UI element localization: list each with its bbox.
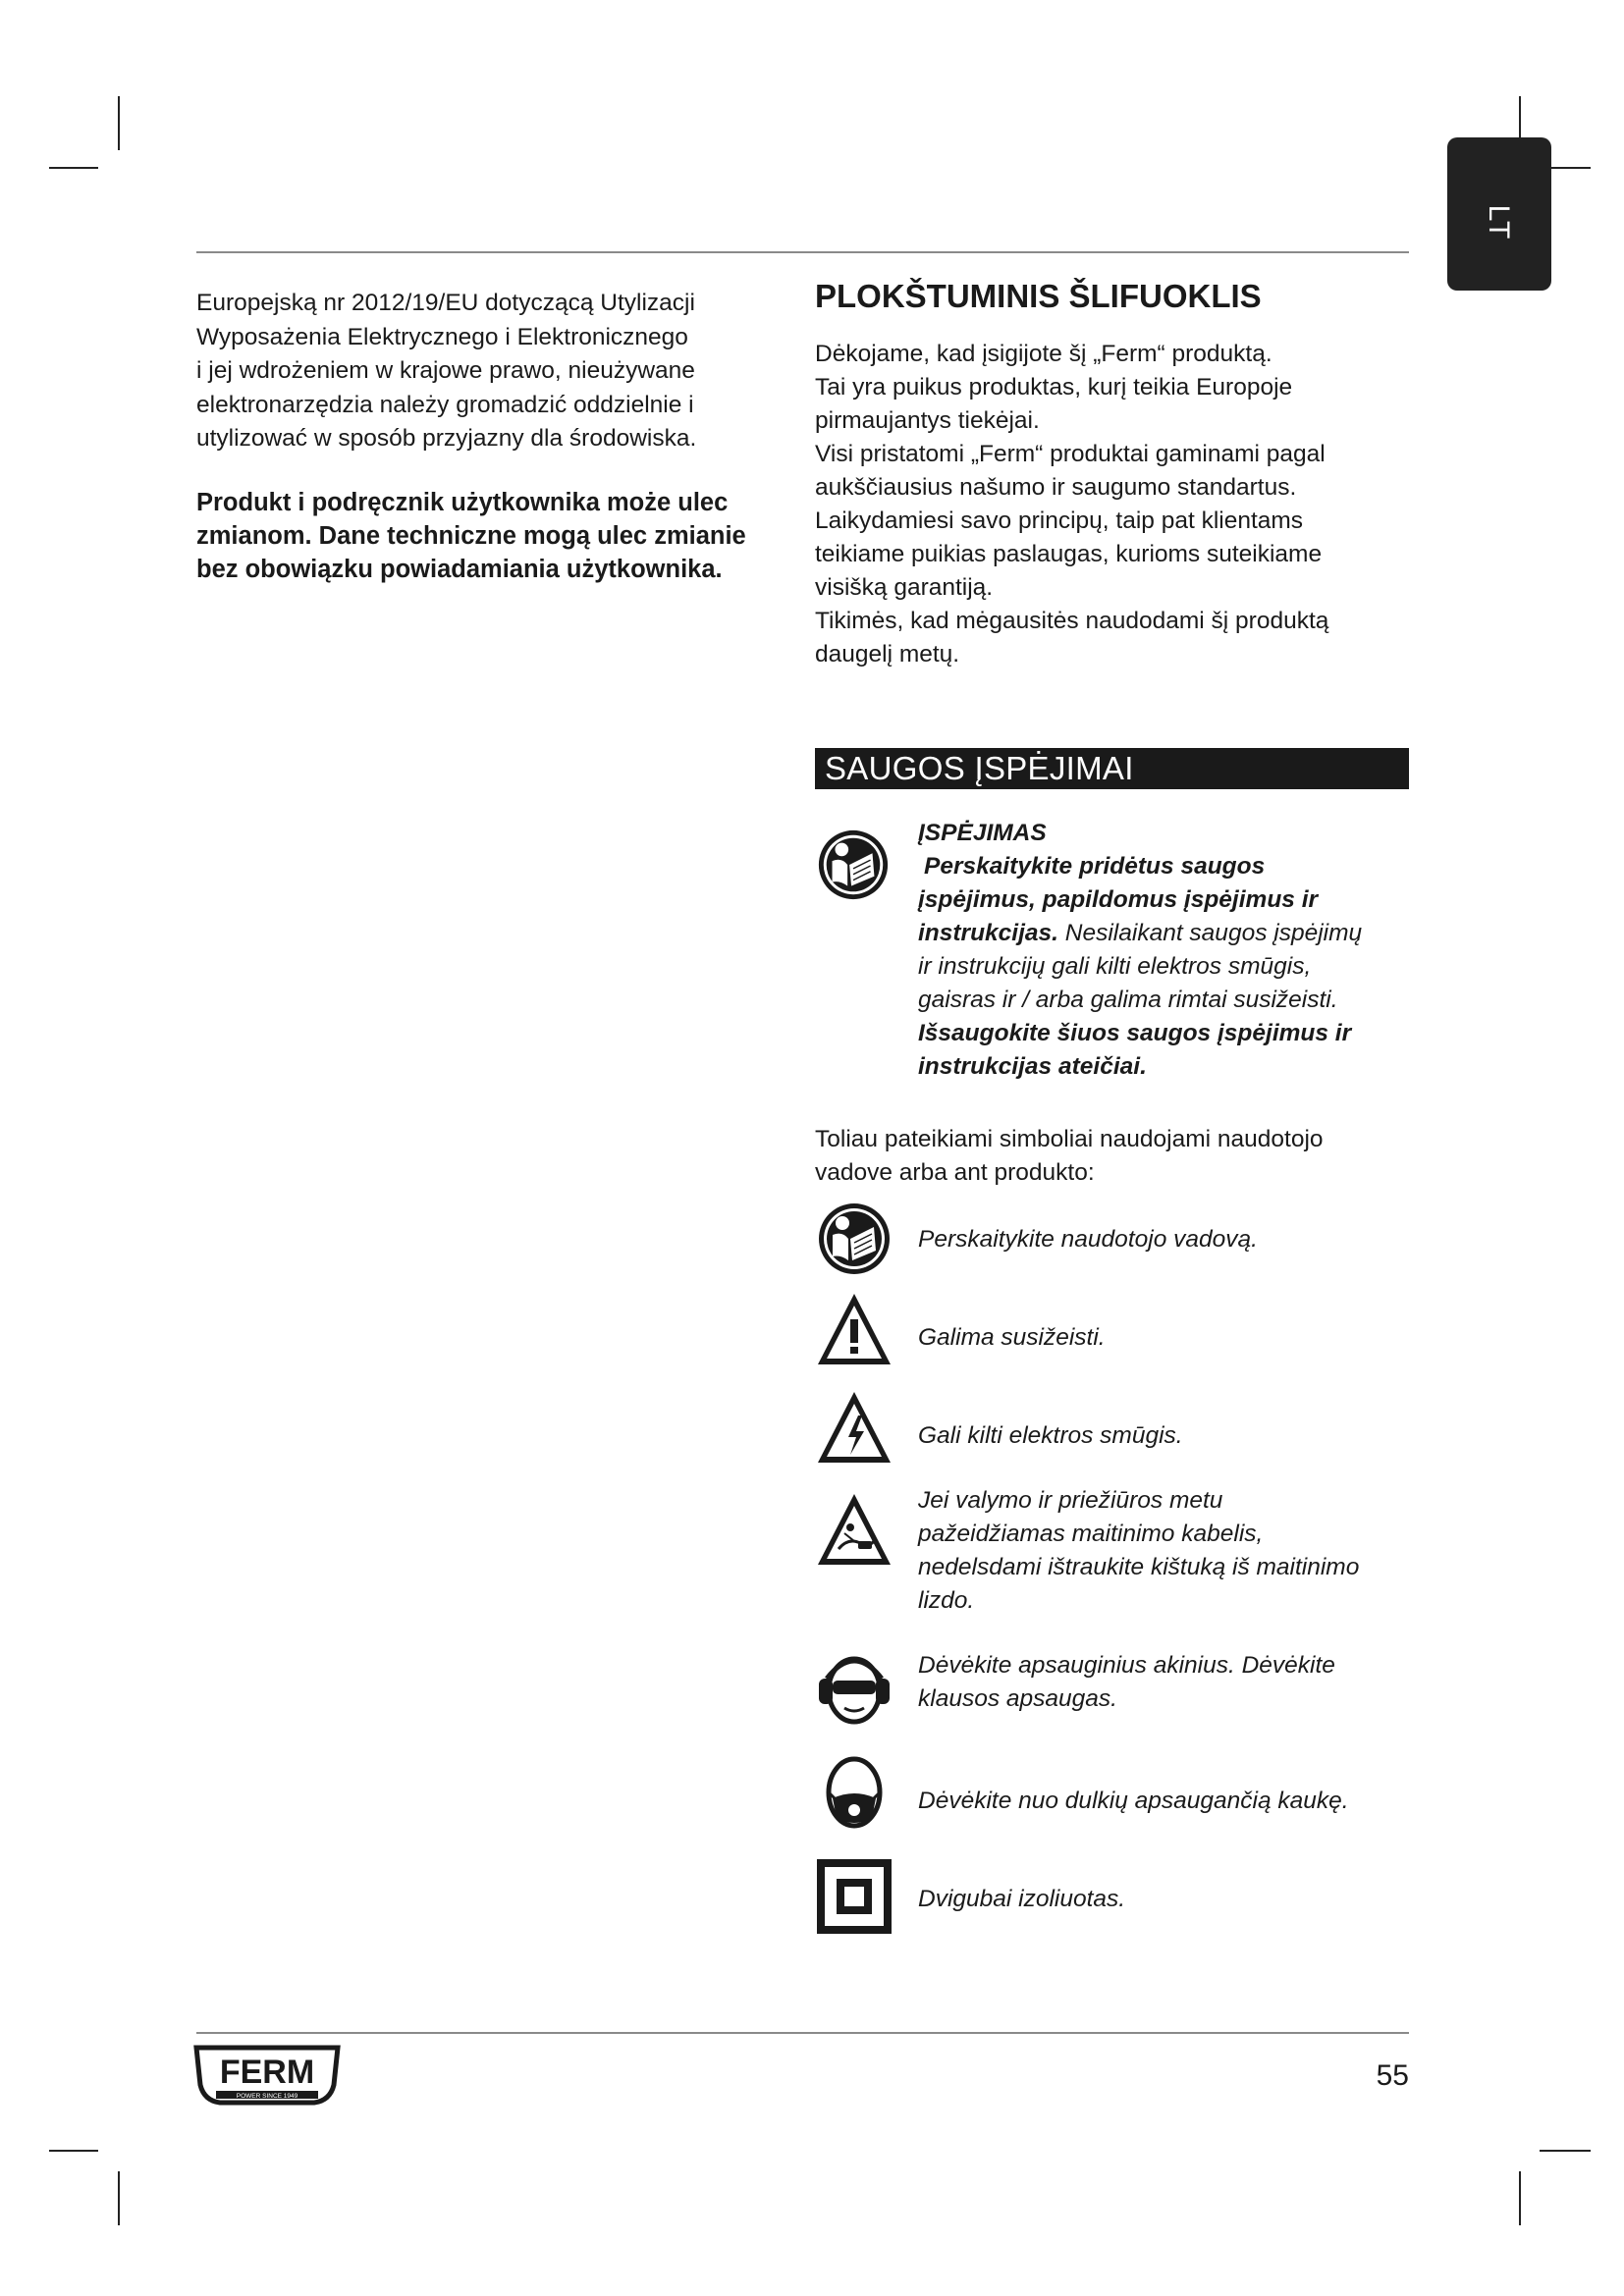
text-line: teikiame puikias paslaugas, kurioms suteikiame — [815, 541, 1323, 567]
crop-mark — [1540, 2150, 1591, 2152]
text-line: Nesilaikant saugos įspėjimų — [1064, 920, 1363, 946]
text-line: Produkt i podręcznik użytkownika może ulec — [196, 488, 729, 516]
text-line: Europejską nr 2012/19/EU dotyczącą Utylizacji — [196, 290, 695, 316]
symbol-text — [918, 1649, 1414, 1716]
text-line: pirmaujantys tiekėjai. — [815, 407, 1040, 434]
double-insulated-icon — [815, 1857, 893, 1936]
text-line: bez obowiązku powiadamiania użytkownika. — [196, 555, 723, 583]
text-line: Tikimės, kad mėgausitės naudodami šį produktą — [815, 608, 1329, 634]
text-line: Dėkojame, kad įsigijote šį „Ferm“ produktą. — [815, 341, 1272, 367]
text-line: i jej wdrożeniem w krajowe prawo, nieużywane — [196, 357, 695, 384]
text-line: Laikydamiesi savo principų, taip pat klientams — [815, 507, 1304, 534]
text-line: Toliau pateikiami simboliai naudojami naudotojo — [815, 1126, 1324, 1152]
text-line: utylizować w sposób przyjazny dla środowiska. — [196, 425, 697, 452]
symbol-text: Galima susižeisti. — [918, 1324, 1106, 1351]
text-line: gaisras ir / arba galima rimtai susižeisti. — [918, 987, 1338, 1013]
text-line: elektronarzędzia należy gromadzić oddzielnie i — [196, 391, 694, 418]
section-heading: SAUGOS ĮSPĖJIMAI — [815, 748, 1409, 789]
text-line: Dėvėkite apsauginius akinius. Dėvėkite — [918, 1652, 1335, 1679]
page-number: 55 — [1376, 2059, 1409, 2092]
text-line: įspėjimus, papildomus įspėjimus ir — [918, 886, 1319, 913]
text-line: nedelsdami ištraukite kištuką iš maitinimo — [918, 1554, 1360, 1580]
crop-mark — [118, 2171, 120, 2225]
text-line: Tai yra puikus produktas, kurį teikia Europoje — [815, 374, 1293, 400]
notice-paragraph — [196, 486, 761, 586]
symbol-text: Gali kilti elektros smūgis. — [918, 1422, 1183, 1449]
read-manual-icon — [815, 1200, 893, 1278]
symbol-text: Dėvėkite nuo dulkių apsaugančią kaukę. — [918, 1788, 1349, 1814]
text-line: instrukcijas ateičiai. — [918, 1053, 1147, 1080]
ferm-logo — [192, 2042, 342, 2109]
text-line: pažeidžiamas maitinimo kabelis, — [918, 1521, 1264, 1547]
warning-text — [918, 817, 1414, 1084]
text-line: Visi pristatomi „Ferm“ produktai gaminami pagal — [815, 441, 1326, 467]
top-rule — [196, 251, 1409, 253]
text-line: Jei valymo ir priežiūros metu — [918, 1487, 1223, 1514]
text-line: Perskaitykite pridėtus saugos — [924, 853, 1266, 880]
damaged-cable-icon — [815, 1490, 893, 1569]
crop-mark — [1519, 2171, 1521, 2225]
symbol-text: Dvigubai izoliuotas. — [918, 1886, 1126, 1912]
warning-heading: ĮSPĖJIMAS — [918, 820, 1047, 846]
text-line: vadove arba ant produkto: — [815, 1159, 1095, 1186]
language-tab-label: LT — [1483, 204, 1515, 241]
bottom-rule — [196, 2032, 1409, 2034]
symbol-text: Perskaitykite naudotojo vadovą. — [918, 1226, 1258, 1253]
logo-tagline: POWER SINCE 1949 — [236, 2093, 298, 2100]
symbols-intro — [815, 1123, 1404, 1190]
crop-mark — [118, 96, 120, 150]
text-line: ir instrukcijų gali kilti elektros smūgis, — [918, 953, 1312, 980]
symbol-text — [918, 1484, 1414, 1618]
goggles-earmuffs-icon — [815, 1649, 893, 1728]
text-line: Wyposażenia Elektrycznego i Elektronicznego — [196, 323, 688, 350]
text-line: lizdo. — [918, 1587, 975, 1614]
logo-brand: FERM — [219, 2054, 315, 2091]
text-line: visišką garantiją. — [815, 574, 994, 601]
crop-mark — [49, 2150, 98, 2152]
warning-triangle-icon — [815, 1290, 893, 1368]
text-line: instrukcijas. — [918, 920, 1058, 946]
text-line: klausos apsaugas. — [918, 1685, 1117, 1712]
text-line: Išsaugokite šiuos saugos įspėjimus ir — [918, 1020, 1352, 1046]
read-manual-icon — [815, 827, 892, 903]
text-line: aukščiausius našumo ir saugumo standartus. — [815, 474, 1297, 501]
right-column — [815, 275, 1409, 671]
electric-shock-icon — [815, 1388, 893, 1467]
crop-mark — [49, 167, 98, 169]
page-title: PLOKŠTUMINIS ŠLIFUOKLIS — [815, 278, 1262, 314]
disposal-paragraph — [196, 287, 761, 456]
dust-mask-icon — [815, 1753, 893, 1832]
text-line: daugelį metų. — [815, 641, 960, 667]
text-line: zmianom. Dane techniczne mogą ulec zmianie — [196, 521, 746, 550]
intro-paragraph — [815, 338, 1409, 671]
left-column — [196, 287, 761, 615]
